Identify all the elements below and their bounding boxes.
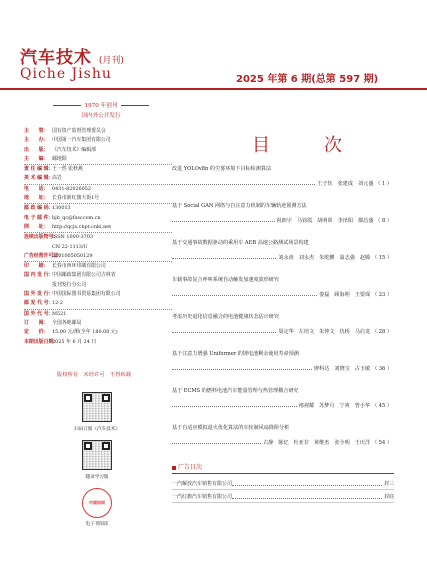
toc-entry[interactable] bbox=[172, 165, 392, 187]
issue-number: 2025 年第 6 期(总第 597 期) bbox=[236, 74, 379, 85]
toc-leader-dots bbox=[172, 258, 276, 259]
toc-heading: 目 次 bbox=[252, 135, 360, 156]
info-row bbox=[24, 136, 172, 145]
toc-entry-meta bbox=[172, 180, 392, 187]
info-value: M521 bbox=[52, 310, 67, 317]
info-row bbox=[24, 185, 172, 194]
info-value: bjb_qc@faw.com.cn bbox=[52, 214, 101, 221]
ad-index-name: 一汽红旗汽车销售有限公司 bbox=[172, 494, 233, 500]
toc-entry-page: （ 15 ） bbox=[372, 255, 392, 261]
toc-entry-authors: 刘永涛 刘永杰 朱屹鹏 嵩志强 赵腾 bbox=[278, 255, 371, 261]
info-label: 电 话： bbox=[24, 185, 49, 192]
info-value: 15.00 元/册(全年 180.00 元) bbox=[52, 329, 118, 336]
info-label: 广告经营许可证： bbox=[24, 252, 64, 259]
founded-rule-right bbox=[121, 105, 149, 106]
info-row bbox=[24, 319, 172, 328]
info-value: CN 22-1113/U bbox=[52, 243, 88, 250]
info-row bbox=[24, 155, 172, 165]
toc-entry-title: 基于交通事故数据驱动的乘用车 AEB 高速公路测试场景构建 bbox=[172, 240, 309, 246]
ad-index-divider bbox=[172, 473, 394, 474]
distribution-text: 国内外公开发行 bbox=[81, 113, 121, 119]
toc-entry-authors: 周定华 左培文 朱仲文 仇桥 马启龙 bbox=[278, 329, 371, 335]
info-label: 责 任 编 辑： bbox=[24, 166, 54, 173]
info-value: 《汽车技术》编辑部 bbox=[52, 146, 97, 153]
header-divider bbox=[0, 88, 427, 90]
info-value: 王一然 张秋燕 bbox=[52, 166, 83, 173]
toc-entry-title: 基于注意力增强 Uniformer 的锂电池剩余使用寿命预测 bbox=[172, 351, 299, 357]
masthead-info bbox=[24, 127, 172, 347]
toc-entry-page: （ 1 ） bbox=[375, 181, 392, 187]
info-row bbox=[24, 214, 172, 223]
info-label: 国 外 代 号： bbox=[24, 310, 54, 317]
info-value: 0431-82026052 bbox=[52, 185, 91, 192]
info-value: ISSN 1000-3703 bbox=[52, 234, 93, 241]
toc-entry-title: 基于 ECMS 的燃料电池汽车能量管理与热管理耦合研究 bbox=[172, 388, 299, 394]
toc-entry[interactable] bbox=[172, 350, 392, 372]
info-row bbox=[24, 146, 172, 155]
toc-entry[interactable] bbox=[172, 387, 392, 409]
info-row bbox=[24, 204, 172, 213]
info-row bbox=[24, 328, 172, 337]
ad-index-row[interactable] bbox=[172, 480, 394, 487]
toc-entry-meta bbox=[172, 254, 392, 261]
journal-title bbox=[20, 43, 124, 68]
toc-entry-meta bbox=[172, 439, 392, 446]
info-label: 邮 政 编 码： bbox=[24, 205, 54, 212]
info-label: 主 编： bbox=[24, 155, 49, 162]
info-row bbox=[24, 290, 172, 299]
toc-entry-title: 车载事故复合呼叫系统自动触发加速度波形研究 bbox=[172, 277, 279, 283]
toc-leader-dots bbox=[172, 184, 315, 185]
info-row bbox=[24, 271, 172, 280]
info-label: 订 阅： bbox=[24, 319, 49, 326]
info-value: 130013 bbox=[52, 205, 71, 212]
ad-index-row[interactable] bbox=[172, 493, 394, 500]
info-row bbox=[24, 252, 172, 262]
toc-entry-authors: 王子钰 张建成 刘元盛 bbox=[317, 181, 374, 187]
toc-entry-page: （ 8 ） bbox=[375, 218, 392, 224]
info-value: 12-2 bbox=[52, 300, 63, 307]
info-row bbox=[24, 299, 172, 309]
info-row bbox=[24, 174, 172, 184]
toc-entry[interactable] bbox=[172, 239, 392, 261]
toc-entry-authors: 廖科达 刘晓宝 占玉敏 bbox=[314, 366, 371, 372]
journal-title-sub: (月刊) bbox=[98, 56, 124, 66]
toc-entry-meta bbox=[172, 328, 392, 335]
info-value: 长春市西环印刷有限公司 bbox=[52, 263, 106, 270]
toc-leader-dots bbox=[172, 443, 261, 444]
toc-entry-title: 改进 YOLOv8n 的尘雾环境下目标检测算法 bbox=[172, 166, 272, 172]
toc-entry-authors: 古静 陈忆 杜亚非 黄维杰 张全明 王庆洋 bbox=[263, 440, 371, 446]
ad-leader-dots bbox=[232, 480, 382, 486]
toc-entry-meta bbox=[172, 402, 392, 409]
info-row bbox=[24, 165, 172, 174]
info-row bbox=[24, 262, 172, 271]
subscribe-qr-caption: 扫码订阅《汽车技术》 bbox=[74, 427, 120, 432]
info-value: 中国第一汽车集团有限公司 bbox=[52, 137, 111, 144]
toc-entry-authors: 娄磊 顾海明 王要琛 bbox=[319, 292, 371, 298]
ad-leader-dots bbox=[232, 493, 382, 499]
toc-leader-dots bbox=[172, 406, 297, 407]
info-row bbox=[24, 338, 172, 347]
info-label: 主 管： bbox=[24, 128, 49, 134]
info-row bbox=[24, 310, 172, 319]
info-row bbox=[24, 233, 172, 242]
info-value: 2201005050129 bbox=[52, 252, 93, 259]
info-row bbox=[24, 281, 172, 290]
toc-entry-page: （ 45 ） bbox=[372, 403, 392, 409]
toc-leader-dots bbox=[172, 221, 275, 222]
toc-entry[interactable] bbox=[172, 313, 392, 335]
toc-entry-meta bbox=[172, 217, 392, 224]
subscribe-qr-code bbox=[82, 392, 112, 422]
info-value: 中国国际图书贸易集团有限公司 bbox=[52, 291, 121, 298]
toc-entry[interactable] bbox=[172, 202, 392, 224]
toc-leader-dots bbox=[172, 295, 317, 296]
info-label: 网 址： bbox=[24, 223, 49, 230]
info-label: 国 内 发 行： bbox=[24, 272, 54, 279]
info-label: 地 址： bbox=[24, 195, 49, 202]
ad-index-page: 封底 bbox=[383, 494, 394, 500]
info-value: http://qcjs.cbpt.cnki.net bbox=[52, 223, 112, 230]
info-label: 邮 发 代 号： bbox=[24, 300, 54, 307]
ad-index-heading: 广告目次 bbox=[172, 462, 202, 471]
info-label: 出 版： bbox=[24, 146, 49, 153]
toc-entry-title: 基于 Social GAN 网络与自注意力机制的车辆轨迹预测方法 bbox=[172, 203, 307, 209]
info-value: 中国邮政集团有限公司吉林省 bbox=[52, 272, 116, 279]
toc-leader-dots bbox=[172, 332, 276, 333]
toc-entry-page: （ 23 ） bbox=[372, 292, 392, 298]
toc-entry-meta bbox=[172, 291, 392, 298]
journal-title-text: 汽车技术 bbox=[20, 48, 92, 68]
journal-pinyin: Qiche Jishu bbox=[20, 66, 112, 82]
toc-entry-page: （ 28 ） bbox=[372, 329, 392, 335]
ad-index-page: 封三 bbox=[383, 481, 394, 487]
toc-entry[interactable] bbox=[172, 276, 392, 298]
toc-entry-page: （ 36 ） bbox=[372, 366, 392, 372]
info-label: 主 办： bbox=[24, 137, 49, 144]
info-label: 国 外 发 行： bbox=[24, 291, 54, 298]
info-label: 印 刷： bbox=[24, 263, 49, 270]
info-row bbox=[24, 194, 172, 204]
info-value: 高岩 bbox=[52, 175, 62, 182]
cnki-logo bbox=[82, 488, 112, 518]
info-label bbox=[24, 281, 52, 290]
toc-entry-page: （ 54 ） bbox=[372, 440, 392, 446]
info-value: 2025 年 6 月 24 日 bbox=[52, 338, 97, 345]
study-qr-code bbox=[82, 440, 112, 470]
toc-leader-dots bbox=[172, 369, 312, 370]
info-row bbox=[24, 223, 172, 233]
founded-line bbox=[44, 101, 158, 109]
info-label: 定 价： bbox=[24, 329, 49, 336]
info-label: 本期出版日期： bbox=[24, 338, 59, 345]
toc-entry-authors: 褚视耀 苏梦月 宁爽 曾小华 bbox=[298, 403, 371, 409]
toc-entry-title: 考虑历史退化信息融合的电池健康状态估计研究 bbox=[172, 314, 279, 320]
info-row bbox=[24, 127, 172, 136]
toc-entry[interactable] bbox=[172, 424, 392, 446]
info-value: 全国各地邮局 bbox=[52, 319, 82, 326]
info-label: 连续出版物号： bbox=[24, 234, 59, 241]
info-value: 报刊发行分公司 bbox=[52, 281, 87, 288]
ad-index-name: 一汽解放汽车销售有限公司 bbox=[172, 481, 233, 487]
study-qr-caption: 随录学习版 bbox=[85, 475, 109, 480]
toc-entry-title: 基于自适应模拟退火优化算法的车轮制风扇降阻分析 bbox=[172, 425, 290, 431]
info-label: 美 术 编 辑： bbox=[24, 175, 54, 182]
info-value: 国有资产监督管理委员会 bbox=[52, 128, 106, 134]
ebook-caption: 电子刊阅读 bbox=[85, 522, 109, 527]
info-value: 邮地阳 bbox=[52, 155, 67, 162]
founded-rule-left bbox=[53, 105, 81, 106]
ad-index-separator bbox=[172, 489, 394, 490]
info-label bbox=[24, 243, 52, 252]
toc-entry-meta bbox=[172, 365, 392, 372]
info-row bbox=[24, 243, 172, 252]
toc-entry-authors: 祝朗宇 马钧霞 胡明训 李泽阳 都昌盛 bbox=[276, 218, 374, 224]
cnki-logo-text: 中国知网 bbox=[89, 500, 105, 505]
copyright-notice: 版权所有 未经许可 不得转载 bbox=[56, 372, 132, 378]
info-value: 长春市新红旗大街1号 bbox=[52, 195, 100, 202]
founded-text: 1970 年创刊 bbox=[84, 103, 118, 109]
info-label: 电 子 邮 件： bbox=[24, 214, 54, 221]
ad-index-separator bbox=[172, 502, 394, 503]
